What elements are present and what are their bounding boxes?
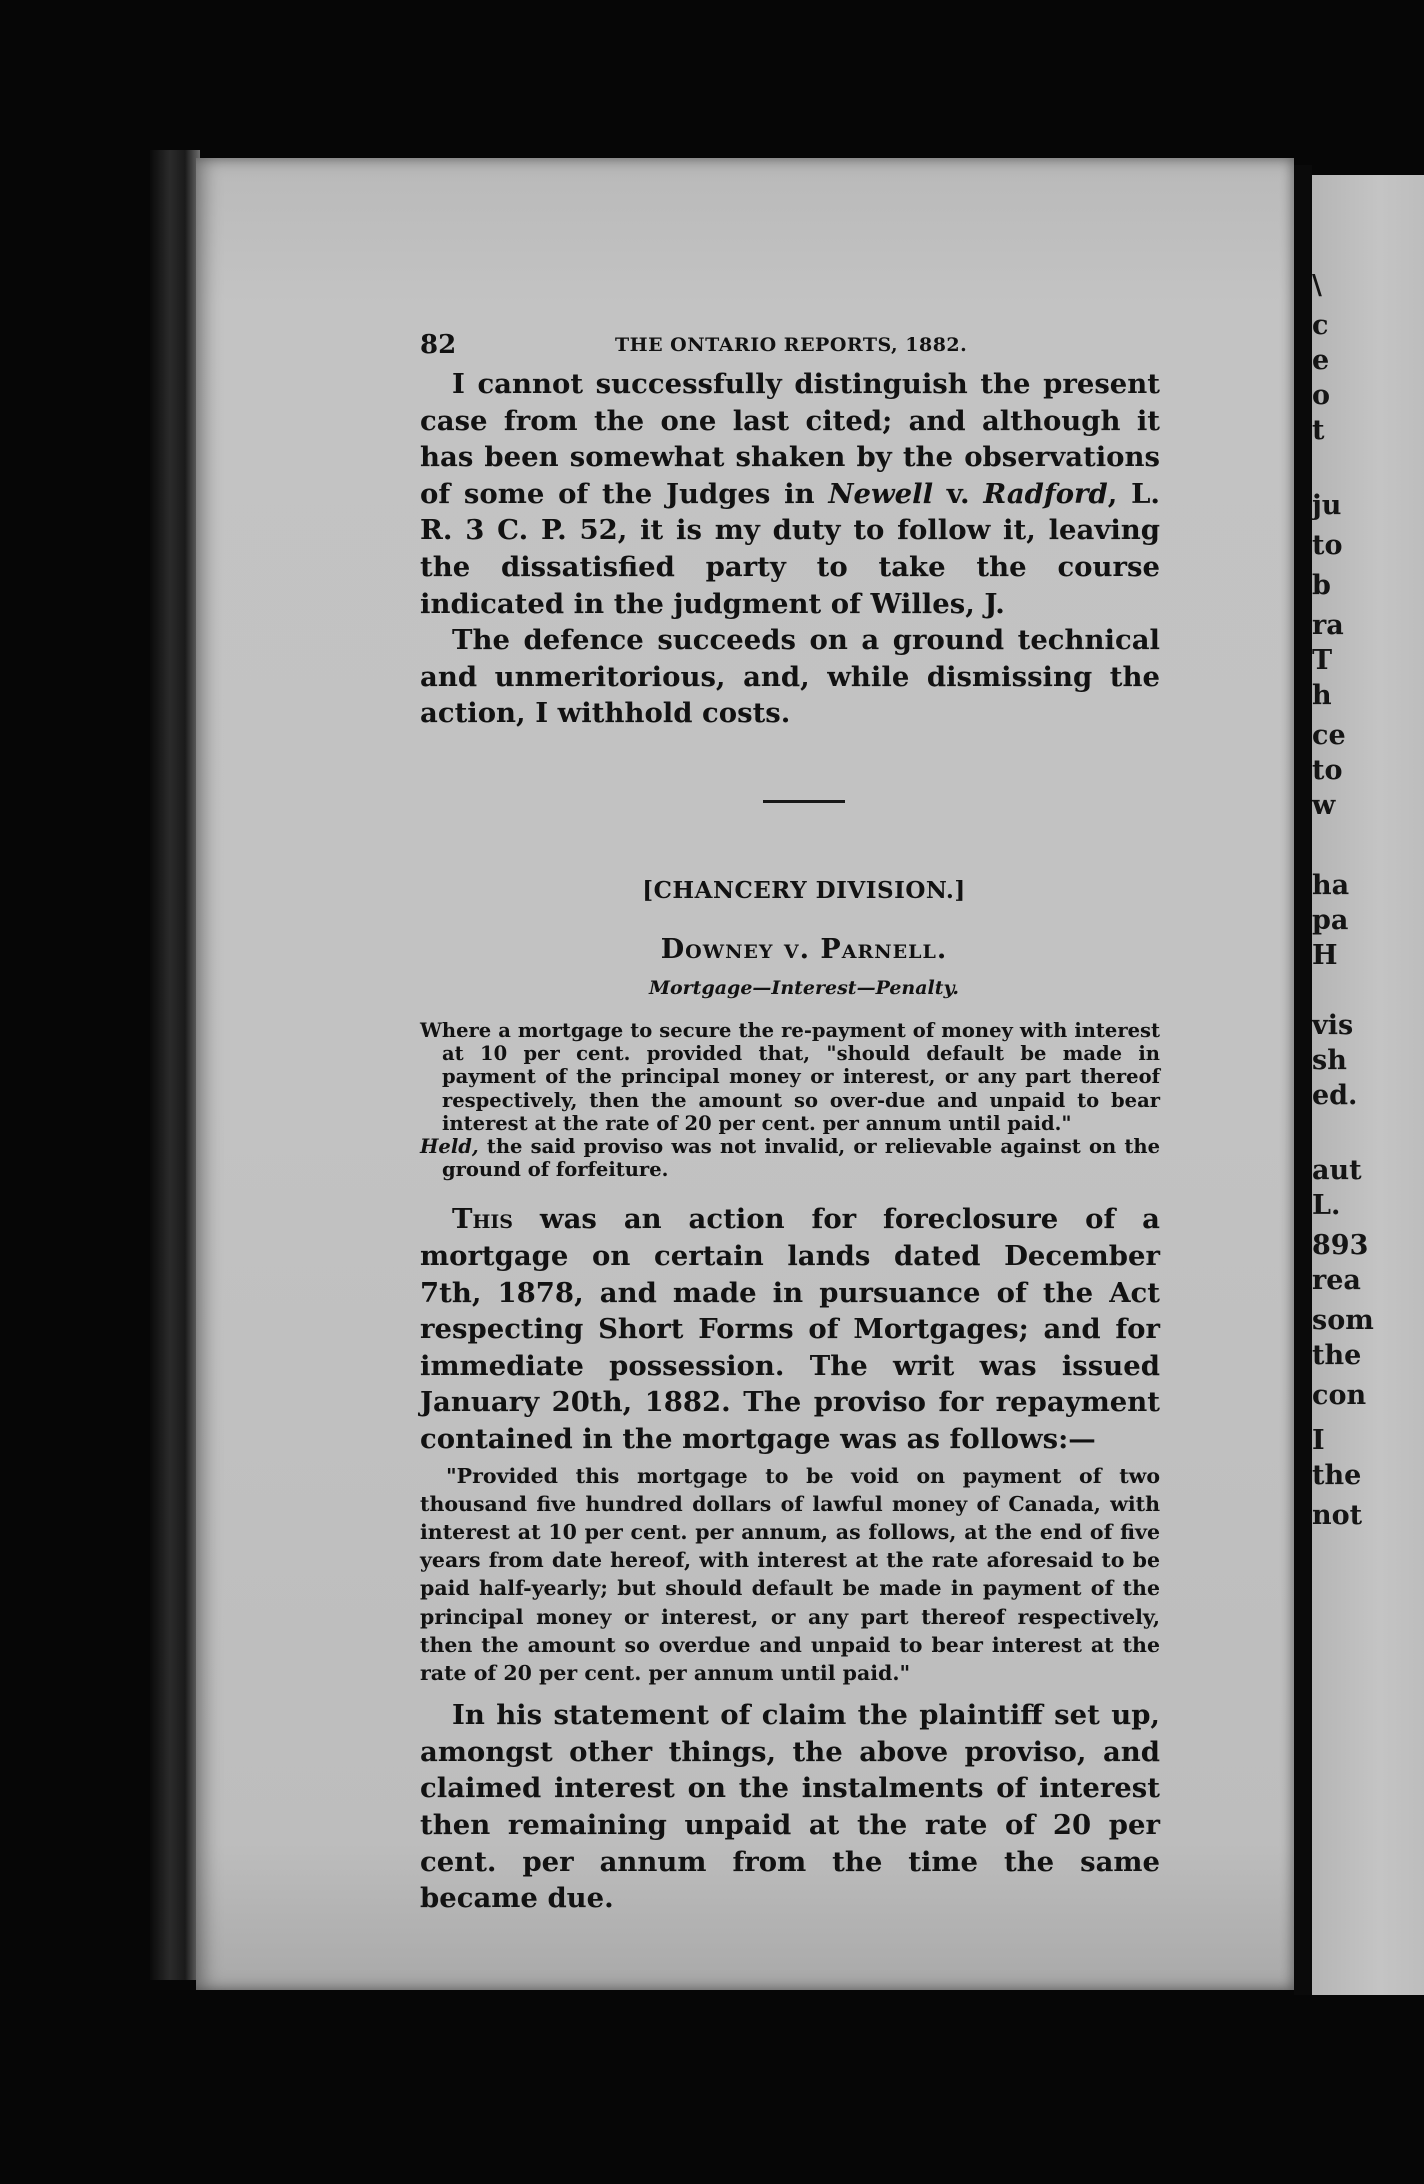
facing-page-fragment: ra [1312, 610, 1344, 641]
facing-page-fragment: rea [1312, 1265, 1361, 1296]
page-number: 82 [420, 330, 457, 360]
facing-page-fragment: h [1312, 680, 1332, 711]
facing-page-fragment: ha [1312, 870, 1350, 901]
headnote-facts: Where a mortgage to secure the re-payment of money with interest at 10 per cent. provided that, "should default be made in payment of the principal money or interest, or any part thereof respectively, then the amount so over-due and unpaid to bear interest at the rate of 20 per cent. per annum until paid." [420, 1018, 1160, 1135]
running-head [420, 330, 1160, 366]
facing-page-fragment: H [1312, 940, 1338, 971]
facing-page-fragment: \ [1312, 270, 1322, 301]
case-citation-party-1: Newell [828, 477, 934, 510]
case-title: Downey v. Parnell. [660, 933, 948, 965]
facing-page-fragment: o [1312, 380, 1331, 411]
facing-page-fragment: to [1312, 530, 1343, 561]
facing-page-fragment: not [1312, 1500, 1363, 1531]
page-text-block [420, 330, 1160, 1917]
facing-page-fragment: som [1312, 1305, 1374, 1336]
facing-page-edge [1312, 175, 1424, 1995]
journal-title: THE ONTARIO REPORTS, 1882. [615, 334, 968, 356]
facing-page-fragment: the [1312, 1340, 1362, 1371]
lead-word: This [452, 1203, 514, 1236]
facing-page-fragment: aut [1312, 1155, 1362, 1186]
facing-page-fragment: T [1312, 645, 1333, 676]
facing-page-fragment: ju [1312, 490, 1342, 521]
facing-page-fragment: ce [1312, 720, 1346, 751]
catchwords: Mortgage—Interest—Penalty. [648, 976, 960, 999]
facing-page-fragment: L. [1312, 1190, 1341, 1221]
headnote [420, 1019, 1160, 1181]
facing-page-fragment: e [1312, 345, 1330, 376]
opening-paragraph-2: The defence succeeds on a ground technical and unmeritorious, and, while dismissing the action, I withhold costs. [420, 624, 1160, 730]
facing-page-fragment: b [1312, 570, 1331, 601]
division-heading: [CHANCERY DIVISION.] [642, 876, 966, 904]
facing-page-fragment: c [1312, 310, 1329, 341]
book-spine-shadow [150, 150, 200, 1980]
facing-page-fragment: to [1312, 755, 1343, 786]
facing-page-fragment: vis [1312, 1010, 1354, 1041]
body-paragraph-2: In his statement of claim the plaintiff set up, amongst other things, the above proviso, and claimed interest on the instalments of interest then remaining unpaid at the rate of 20 per cent. per annum from the time the same became due. [420, 1699, 1160, 1915]
facing-page-fragment: I [1312, 1425, 1325, 1456]
gutter-divider [1294, 165, 1312, 1995]
facing-page-fragment: the [1312, 1460, 1362, 1491]
mortgage-proviso-quote: "Provided this mortgage to be void on payment of two thousand five hundred dollars of lawful money of Canada, with interest at 10 per cent. per annum, as follows, at the end of five years from date hereof, with interest at the rate aforesaid to be paid half-yearly; but should default be made in payment of the principal money or interest, or any part thereof respectively, then the amount so overdue and unpaid to bear interest at the rate of 20 per cent. per annum until paid." [420, 1463, 1160, 1685]
body-paragraph-1: This was an action for foreclosure of a mortgage on certain lands dated December 7th, 1878, and made in pursuance of the Act respecting Short Forms of Mortgages; and for immediate possession. The writ was issued January 20th, 1882. The proviso for repayment contained in the mortgage was as follows:— [420, 1203, 1160, 1455]
facing-page-fragment: con [1312, 1380, 1367, 1411]
held-label: Held, [420, 1134, 479, 1158]
opening-paragraph-1: I cannot successfully distinguish the present case from the one last cited; and although it has been somewhat shaken by the observations of some of the Judges in Newell v. Radford, L. R. 3 C. P. 52, it is my duty to follow it, leaving the dissatisfied party to take the course indicated in the judgment of Willes, J. [420, 368, 1161, 620]
headnote-held: Held, the said proviso was not invalid, or relievable against on the ground of forfeiture. [420, 1134, 1160, 1182]
facing-page-fragment: pa [1312, 905, 1349, 936]
facing-page-fragment: sh [1312, 1045, 1347, 1076]
facing-page-fragment: 893 [1312, 1230, 1369, 1261]
facing-page-fragment: ed. [1312, 1080, 1358, 1111]
case-citation-party-2: Radford [983, 477, 1108, 510]
facing-page-fragment: t [1312, 415, 1325, 446]
facing-page-fragment: w [1312, 790, 1336, 821]
section-divider [763, 800, 845, 803]
